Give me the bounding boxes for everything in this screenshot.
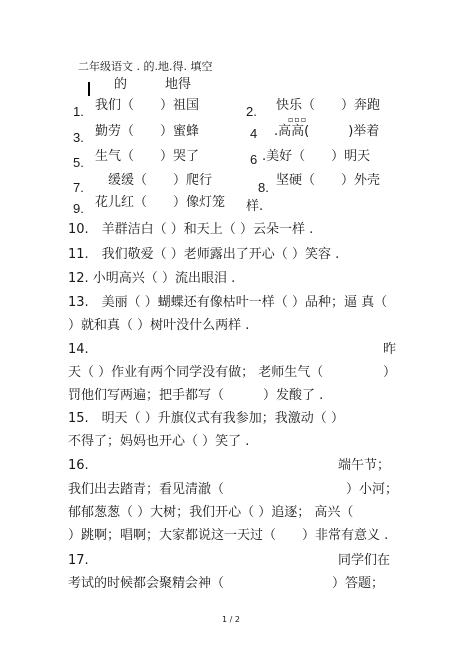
sentence-line: 昨: [383, 342, 397, 357]
item-text: 坚硬（ ）外壳: [276, 173, 381, 188]
subheading-de: 的: [114, 77, 128, 92]
item-text: 快乐（ ）奔跑: [276, 98, 381, 113]
item-number: 5.: [73, 155, 84, 170]
sentence-line: 郁郁葱葱（ ）大树；我们开心（ ）追逐； 高兴（: [68, 505, 354, 520]
sentence-line: 考试的时候都会聚精会神（: [68, 576, 225, 591]
sentence-line: 天（ ）作业有两个同学没有做； 老师生气（: [68, 365, 324, 380]
item-number: 1.: [73, 104, 84, 119]
sentence-line: ）答题；: [332, 576, 385, 591]
item-number: 6: [250, 152, 258, 167]
item-text: 生气（ ）哭了: [95, 149, 200, 164]
subheading-di-de: 地得: [165, 77, 192, 92]
sentence-line: ）: [383, 365, 397, 380]
item-number: 7.: [73, 180, 84, 195]
sentence-line: 同学们在: [338, 553, 391, 568]
sentence-line: 13. 美丽（ ）蝴蝶还有像枯叶一样（ ）品种；逼 真（: [68, 295, 388, 310]
sentence-line: ）跳啊；唱啊；大家都说这一天过（ ）非常有意义 .: [68, 528, 389, 543]
item-number: 8.: [258, 180, 269, 195]
sentence-line: 12. 小明高兴（ ）流出眼泪 .: [68, 271, 236, 286]
item-text: 缓缓（ ）爬行: [108, 173, 213, 188]
sentence-line: 17.: [68, 553, 89, 568]
sentence-line: ）小河；: [346, 482, 399, 497]
sentence-line: 不得了；妈妈也开心（ ）笑了 .: [68, 434, 250, 449]
item-number: 9.: [73, 201, 84, 216]
item-number: 2.: [246, 104, 257, 119]
item-text: .美好（ ）明天: [262, 149, 371, 164]
worksheet-title: 二年级语文 . 的.地.得. 填空: [78, 60, 213, 73]
sentence-line: 11. 我们敬爱（ ）老师露出了开心（ ）笑容 .: [68, 247, 340, 262]
sentence-line: 我们出去踏青；看见清澈（: [68, 482, 225, 497]
item-text: .高高( )举着: [274, 124, 380, 139]
sentence-line: 罚他们写两遍；把手都写（ ）发酸了 .: [68, 388, 324, 403]
sentence-line: 端午节；: [338, 458, 391, 473]
item-number: 3.: [73, 130, 84, 145]
page-number: 1 / 2: [222, 615, 240, 624]
text-cursor: [88, 82, 90, 96]
sentence-line: 10. 羊群洁白（ ）和天上（ ）云朵一样 .: [68, 222, 314, 237]
sentence-line: 16.: [68, 458, 89, 473]
tiny-mark: ▫▫▫: [288, 115, 308, 124]
item-text: 样.: [246, 199, 264, 214]
item-text: 我们（ ）祖国: [95, 98, 200, 113]
sentence-line: ）就和真（ ）树叶没什么两样 .: [68, 318, 250, 333]
sentence-line: 14.: [68, 342, 89, 357]
item-number: 4: [250, 126, 258, 141]
sentence-line: 15. 明天（ ）升旗仪式有我参加；我激动（ ）: [68, 411, 344, 426]
item-text: 勤劳（ ）蜜蜂: [95, 124, 200, 139]
item-text: 花儿红（ ）像灯笼: [95, 195, 226, 210]
